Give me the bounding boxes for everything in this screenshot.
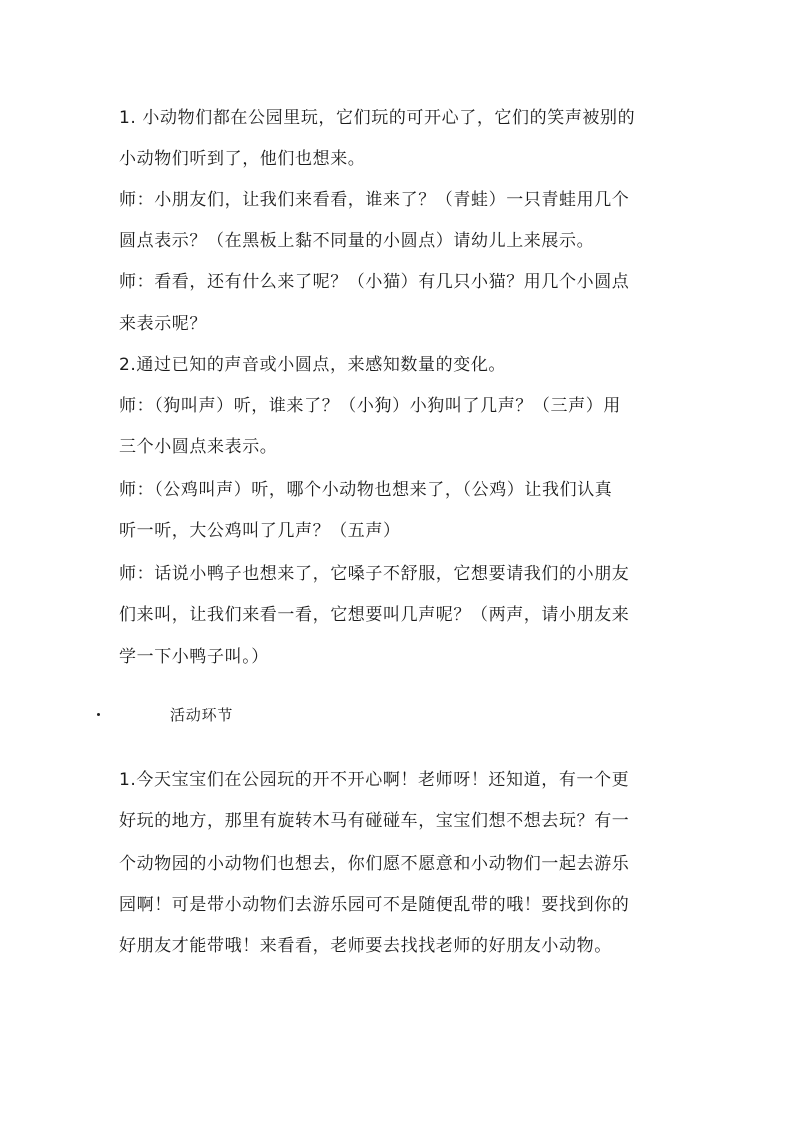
section-heading (0, 704, 794, 730)
paragraph-line: 园啊！可是带小动物们去游乐园可不是随便乱带的哦！要找到你的 (119, 895, 630, 915)
paragraph-line: 们来叫，让我们来看一看，它想要叫几声呢？（两声，请小朋友来 (119, 605, 630, 625)
paragraph-line: 听一听，大公鸡叫了几声？（五声） (119, 521, 401, 541)
paragraph-line: 三个小圆点来表示。 (119, 437, 278, 457)
paragraph-line: 师：话说小鸭子也想来了，它嗓子不舒服，它想要请我们的小朋友 (119, 564, 630, 584)
paragraph-line: 2.通过已知的声音或小圆点，来感知数量的变化。 (119, 355, 507, 375)
paragraph-line: 来表示呢？ (119, 314, 207, 334)
paragraph-line: 师：看看，还有什么来了呢？（小猫）有几只小猫？用几个小圆点 (119, 272, 630, 292)
paragraph-line: 师：（公鸡叫声）听，哪个小动物也想来了，（公鸡）让我们认真 (119, 480, 613, 500)
paragraph-line: 好玩的地方，那里有旋转木马有碰碰车，宝宝们想不想去玩？有一 (119, 811, 630, 831)
paragraph-line: 师：小朋友们，让我们来看看，谁来了？（青蛙）一只青蛙用几个 (119, 190, 630, 210)
paragraph-line: 1.今天宝宝们在公园玩的开不开心啊！老师呀！还知道，有一个更 (119, 770, 630, 790)
section-heading-text: 活动环节 (170, 706, 234, 724)
paragraph-line: 学一下小鸭子叫。） (119, 647, 269, 667)
paragraph-line: 1. 小动物们都在公园里玩，它们玩的可开心了，它们的笑声被别的 (119, 108, 636, 128)
paragraph-line: 师：（狗叫声）听，谁来了？（小狗）小狗叫了几声？（三声）用 (119, 396, 621, 416)
paragraph-line: 个动物园的小动物们也想去，你们愿不愿意和小动物们一起去游乐 (119, 854, 630, 874)
paragraph-line: 圆点表示？（在黑板上黏不同量的小圆点）请幼儿上来展示。 (119, 231, 595, 251)
paragraph-line: 好朋友才能带哦！来看看，老师要去找找老师的好朋友小动物。 (119, 936, 612, 956)
bullet-dot (97, 713, 100, 716)
paragraph-line: 小动物们听到了，他们也想来。 (119, 149, 366, 169)
